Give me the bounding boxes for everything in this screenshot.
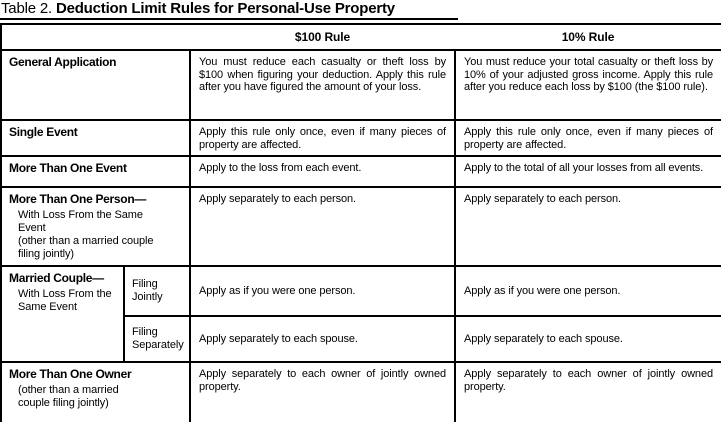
cell-single-event-100-rule: Apply this rule only once, even if many pieces of property are affected. bbox=[190, 120, 455, 156]
cell-filing-jointly-label: Filing Jointly bbox=[124, 266, 190, 316]
row-more-than-one-event bbox=[1, 156, 721, 187]
row-sublabel-married-couple: With Loss From the Same Event bbox=[18, 287, 112, 313]
cell-single-event-10-rule: Apply this rule only once, even if many pieces of property are affected. bbox=[455, 120, 721, 156]
row-more-than-one-person bbox=[1, 187, 721, 266]
table-title-text: Deduction Limit Rules for Personal-Use Property bbox=[55, 0, 395, 17]
cell-more-than-one-person-100-rule: Apply separately to each person. bbox=[190, 187, 455, 266]
header-empty-cell bbox=[1, 24, 190, 50]
row-more-than-one-owner bbox=[1, 362, 721, 422]
cell-more-than-one-event-100-rule: Apply to the loss from each event. bbox=[190, 156, 455, 187]
cell-filing-separately-10-rule: Apply separately to each spouse. bbox=[455, 316, 721, 362]
cell-filing-separately-100-rule: Apply separately to each spouse. bbox=[190, 316, 455, 362]
deduction-limit-rules-table bbox=[0, 23, 721, 422]
row-single-event bbox=[1, 120, 721, 156]
header-row bbox=[1, 24, 721, 50]
row-sublabel-more-than-one-owner: (other than a married couple filing jointly) bbox=[18, 383, 119, 409]
row-sublabel-more-than-one-person-2: (other than a married couple filing jointly) bbox=[18, 234, 154, 260]
cell-more-than-one-event-10-rule: Apply to the total of all your losses from all events. bbox=[455, 156, 721, 187]
row-sublabel-more-than-one-person-1: With Loss From the Same Event bbox=[18, 208, 143, 234]
cell-more-than-one-owner-10-rule: Apply separately to each owner of jointly owned property. bbox=[455, 362, 721, 422]
header-100-rule: $100 Rule bbox=[190, 24, 455, 50]
header-10-rule: 10% Rule bbox=[455, 24, 721, 50]
row-label-married-couple: Married Couple— With Loss From the Same Event bbox=[1, 266, 124, 362]
cell-more-than-one-owner-100-rule: Apply separately to each owner of jointly owned property. bbox=[190, 362, 455, 422]
cell-more-than-one-person-10-rule: Apply separately to each person. bbox=[455, 187, 721, 266]
row-married-couple-filing-jointly bbox=[1, 266, 721, 316]
cell-filing-jointly-100-rule: Apply as if you were one person. bbox=[190, 266, 455, 316]
row-label-general-application: General Application bbox=[1, 50, 190, 120]
row-label-more-than-one-event: More Than One Event bbox=[1, 156, 190, 187]
cell-general-application-100-rule: You must reduce each casualty or theft loss by $100 when figuring your deduction. Apply this rule after you have figured the amount of your loss. bbox=[190, 50, 455, 120]
cell-filing-jointly-10-rule: Apply as if you were one person. bbox=[455, 266, 721, 316]
row-label-single-event: Single Event bbox=[1, 120, 190, 156]
row-label-more-than-one-owner: More Than One Owner (other than a married couple filing jointly) bbox=[1, 362, 190, 422]
table-title bbox=[0, 0, 458, 20]
table-number: Table 2. bbox=[1, 0, 52, 17]
row-general-application bbox=[1, 50, 721, 120]
row-label-more-than-one-person: More Than One Person— With Loss From the Same Event (other than a married couple filing jointly) bbox=[1, 187, 190, 266]
cell-filing-separately-label: Filing Separately bbox=[124, 316, 190, 362]
cell-general-application-10-rule: You must reduce your total casualty or theft loss by 10% of your adjusted gross income. Apply this rule after you reduce each loss by $100 (the $100 rule). bbox=[455, 50, 721, 120]
